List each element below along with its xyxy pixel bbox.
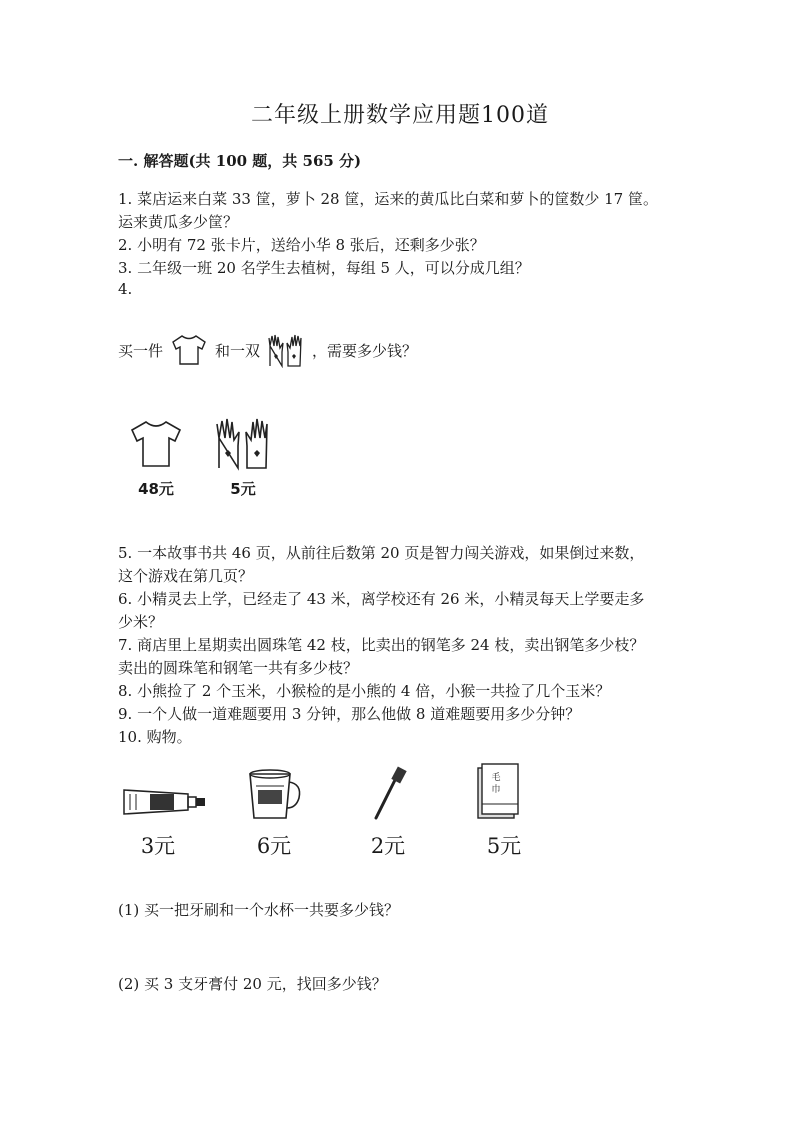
towel-price: 5元 [486, 834, 522, 858]
towel-label: 毛巾 [491, 773, 501, 795]
question-4-text-part2: 和一双 [215, 341, 261, 360]
question-4-text-part3: ，需要多少钱？ [312, 341, 418, 360]
tshirt-price: 48元 [138, 480, 174, 498]
question-10: 10. 购物。 [118, 728, 192, 746]
sub-question-1: (1) 买一把牙刷和一个水杯一共要多少钱？ [118, 901, 400, 919]
question-4-number: 4. [118, 280, 133, 298]
toothpaste-icon [122, 786, 208, 816]
tshirt-large-icon [128, 418, 184, 470]
question-6-line-1: 6. 小精灵去上学，已经走了 43 米，离学校还有 26 米，小精灵每天上学要走多 [118, 590, 645, 608]
question-5-line-2: 这个游戏在第几页？ [118, 567, 254, 585]
question-2: 2. 小明有 72 张卡片，送给小华 8 张后，还剩多少张？ [118, 236, 485, 254]
gloves-price: 5元 [230, 480, 256, 498]
question-1-line-1: 1. 菜店运来白菜 33 筐，萝卜 28 筐，运来的黄瓜比白菜和萝卜的筐数少 17 筐。 [118, 190, 658, 208]
question-1-line-2: 运来黄瓜多少筐？ [118, 213, 239, 231]
question-3: 3. 二年级一班 20 名学生去植树，每组 5 人，可以分成几组？ [118, 259, 530, 277]
question-9: 9. 一个人做一道难题要用 3 分钟，那么他做 8 道难题要用多少分钟？ [118, 705, 581, 723]
question-7-line-1: 7. 商店里上星期卖出圆珠笔 42 枝，比卖出的钢笔多 24 枝，卖出钢笔多少枝？ [118, 636, 645, 654]
question-4-text [118, 332, 417, 368]
question-4-text-part1: 买一件 [118, 341, 164, 360]
toothbrush-price: 2元 [370, 834, 406, 858]
question-8: 8. 小熊捡了 2 个玉米，小猴检的是小熊的 4 倍，小猴一共捡了几个玉米？ [118, 682, 611, 700]
page-title: 二年级上册数学应用题100道 [251, 103, 549, 128]
cup-icon [244, 768, 306, 822]
toothpaste-price: 3元 [140, 834, 176, 858]
section-heading: 一. 解答题(共 100 题，共 565 分) [118, 152, 362, 170]
tshirt-icon [169, 333, 209, 367]
toothbrush-icon [372, 766, 408, 822]
cup-price: 6元 [256, 834, 292, 858]
sub-question-2: (2) 买 3 支牙膏付 20 元，找回多少钱？ [118, 975, 387, 993]
gloves-large-icon [214, 416, 274, 472]
question-6-line-2: 少米？ [118, 613, 164, 631]
question-7-line-2: 卖出的圆珠笔和钢笔一共有多少枝？ [118, 659, 359, 677]
gloves-icon [266, 332, 306, 368]
question-5-line-1: 5. 一本故事书共 46 页，从前往后数第 20 页是智力闯关游戏，如果倒过来数， [118, 544, 645, 562]
